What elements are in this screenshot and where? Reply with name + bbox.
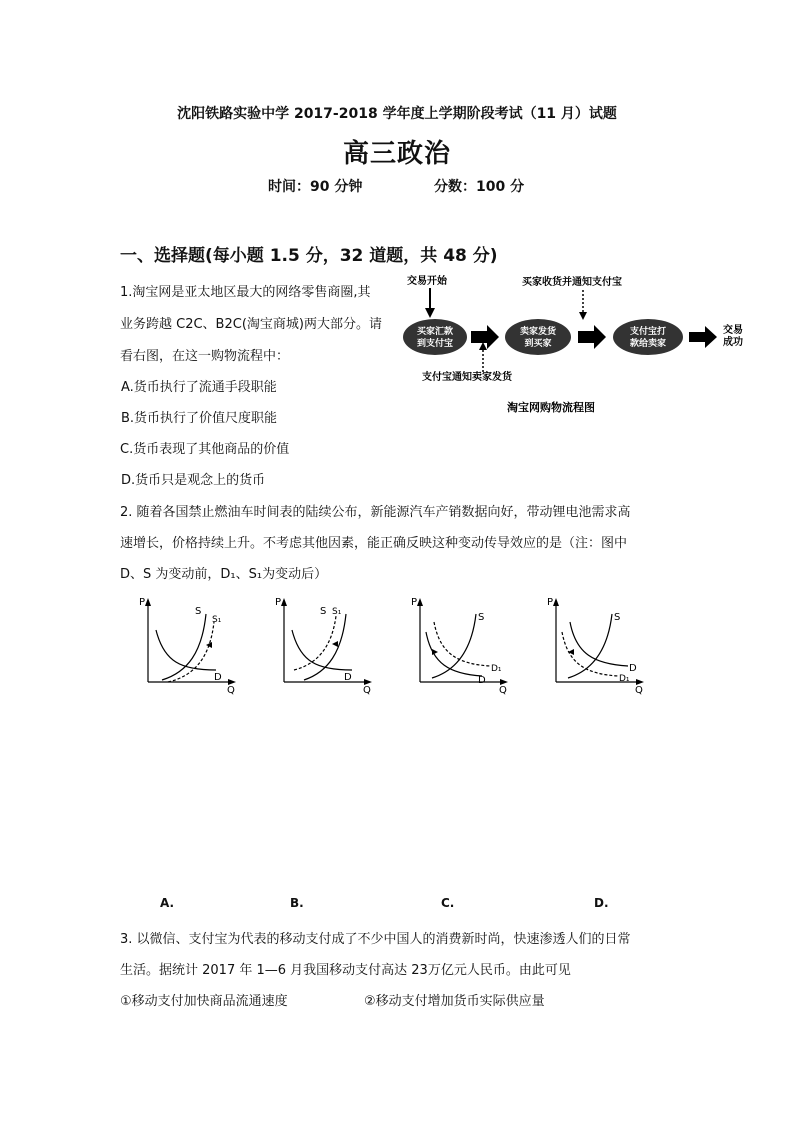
graph-c-d-label: D bbox=[478, 675, 486, 686]
graph-d-d-label: D bbox=[629, 663, 637, 674]
graph-a-y-arrowhead bbox=[145, 598, 151, 606]
flow-arrow-2 bbox=[578, 325, 606, 349]
flow-arrow-1 bbox=[471, 325, 499, 349]
graph-c-shift-arrow bbox=[432, 649, 438, 655]
start-arrowhead bbox=[425, 308, 435, 318]
graph-a-s1-label: S₁ bbox=[212, 615, 222, 625]
graph-d-q-label: Q bbox=[635, 685, 643, 696]
step2-line1: 卖家发货 bbox=[519, 327, 557, 337]
step1-node bbox=[403, 319, 467, 355]
step3-line2: 款给卖家 bbox=[629, 339, 667, 349]
graph-b-q-label: Q bbox=[363, 685, 371, 696]
q1-option-c: C.货币表现了其他商品的价值 bbox=[120, 442, 290, 457]
step1-line1: 买家汇款 bbox=[416, 327, 454, 337]
graph-d-y-arrowhead bbox=[553, 598, 559, 606]
q2-option-c: C. bbox=[441, 896, 455, 910]
graph-d bbox=[534, 592, 654, 702]
exam-time: 时间：90 分钟 bbox=[268, 179, 363, 195]
step3-node bbox=[613, 319, 683, 355]
q1-line-1: 1.淘宝网是亚太地区最大的网络零售商圈,其 bbox=[120, 285, 371, 300]
step2-line2: 到买家 bbox=[524, 339, 552, 349]
graph-b-p-label: P bbox=[275, 597, 282, 608]
graph-b bbox=[262, 592, 382, 702]
q2-line-1: 2. 随着各国禁止燃油车时间表的陆续公布，新能源汽车产销数据向好，带动锂电池需求高 bbox=[120, 505, 631, 520]
graph-c-s-label: S bbox=[478, 612, 485, 623]
q2-option-d: D. bbox=[594, 896, 609, 910]
exam-title: 高三政治 bbox=[342, 139, 451, 169]
diagram-start-label: 交易开始 bbox=[407, 276, 447, 287]
graph-c-p-label: P bbox=[411, 597, 418, 608]
graph-c bbox=[398, 592, 518, 702]
graph-c-supply-curve bbox=[432, 614, 476, 678]
q3-item-2: ②移动支付增加货币实际供应量 bbox=[364, 994, 545, 1009]
graph-a bbox=[126, 592, 246, 702]
graph-d-s-label: S bbox=[614, 612, 621, 623]
q3-item-1: ①移动支付加快商品流通速度 bbox=[120, 994, 288, 1009]
graph-d-shift-arrow bbox=[568, 649, 574, 655]
graph-b-s-label: S bbox=[320, 606, 327, 617]
graph-b-s1-label: S₁ bbox=[332, 607, 342, 617]
q3-line-2: 生活。据统计 2017 年 1—6 月我国移动支付高达 23万亿元人民币。由此可见 bbox=[120, 963, 571, 978]
q1-line-3: 看右图，在这一购物流程中： bbox=[120, 349, 290, 364]
graph-b-y-arrowhead bbox=[281, 598, 287, 606]
exam-subtitle: 沈阳铁路实验中学 2017-2018 学年度上学期阶段考试（11 月）试题 bbox=[177, 106, 617, 122]
top-note-arrowhead bbox=[579, 312, 587, 320]
graph-a-shift-arrow bbox=[206, 642, 212, 648]
graph-b-demand-curve bbox=[292, 630, 352, 670]
exam-score: 分数：100 分 bbox=[434, 179, 525, 195]
graph-d-demand-curve bbox=[570, 622, 628, 666]
q1-option-b: B.货币执行了价值尺度职能 bbox=[121, 411, 278, 426]
step3-line1: 支付宝打 bbox=[629, 327, 667, 337]
q2-line-2: 速增长，价格持续上升。不考虑其他因素，能正确反映这种变动传导效应的是（注：图中 bbox=[120, 536, 628, 551]
graph-c-y-arrowhead bbox=[417, 598, 423, 606]
flow-arrow-3 bbox=[689, 326, 717, 348]
q2-line-3: D、S 为变动前，D₁、S₁为变动后） bbox=[120, 567, 328, 582]
graph-c-d1-label: D₁ bbox=[491, 664, 502, 674]
q1-option-a: A.货币执行了流通手段职能 bbox=[121, 380, 277, 395]
graph-c-demand-shifted bbox=[434, 622, 490, 666]
diagram-end-line2: 成功 bbox=[723, 337, 743, 348]
graph-a-supply-curve bbox=[162, 614, 206, 680]
graph-d-demand-shifted bbox=[562, 632, 618, 676]
diagram-top-note: 买家收货并通知支付宝 bbox=[522, 277, 622, 288]
diagram-bottom-note: 支付宝通知卖家发货 bbox=[422, 372, 512, 383]
graph-d-supply-curve bbox=[568, 614, 612, 678]
graph-a-s-label: S bbox=[195, 606, 202, 617]
graph-b-shift-arrow bbox=[332, 641, 338, 647]
graph-a-p-label: P bbox=[139, 597, 146, 608]
q1-line-2: 业务跨越 C2C、B2C(淘宝商城)两大部分。请 bbox=[120, 317, 382, 332]
q3-line-1: 3. 以微信、支付宝为代表的移动支付成了不少中国人的消费新时尚，快速渗透人们的日常 bbox=[120, 932, 631, 947]
graph-a-d-label: D bbox=[214, 672, 222, 683]
step1-line2: 到支付宝 bbox=[416, 339, 454, 349]
graph-a-supply-shifted bbox=[168, 622, 214, 682]
q1-flow-diagram bbox=[395, 270, 765, 420]
graph-c-q-label: Q bbox=[499, 685, 507, 696]
graph-a-q-label: Q bbox=[227, 685, 235, 696]
graph-d-d1-label: D₁ bbox=[619, 674, 630, 684]
q2-option-b: B. bbox=[290, 896, 304, 910]
graph-b-d-label: D bbox=[344, 672, 352, 683]
section-heading: 一、选择题(每小题 1.5 分，32 道题，共 48 分) bbox=[120, 246, 498, 266]
diagram-end-line1: 交易 bbox=[723, 325, 743, 336]
graph-c-demand-curve bbox=[426, 632, 482, 676]
graph-d-p-label: P bbox=[547, 597, 554, 608]
bottom-note-arrowhead bbox=[479, 342, 487, 350]
q1-option-d: D.货币只是观念上的货币 bbox=[121, 473, 266, 488]
step2-node bbox=[505, 319, 571, 355]
q2-option-a: A. bbox=[160, 896, 175, 910]
diagram-caption: 淘宝网购物流程图 bbox=[507, 401, 595, 414]
